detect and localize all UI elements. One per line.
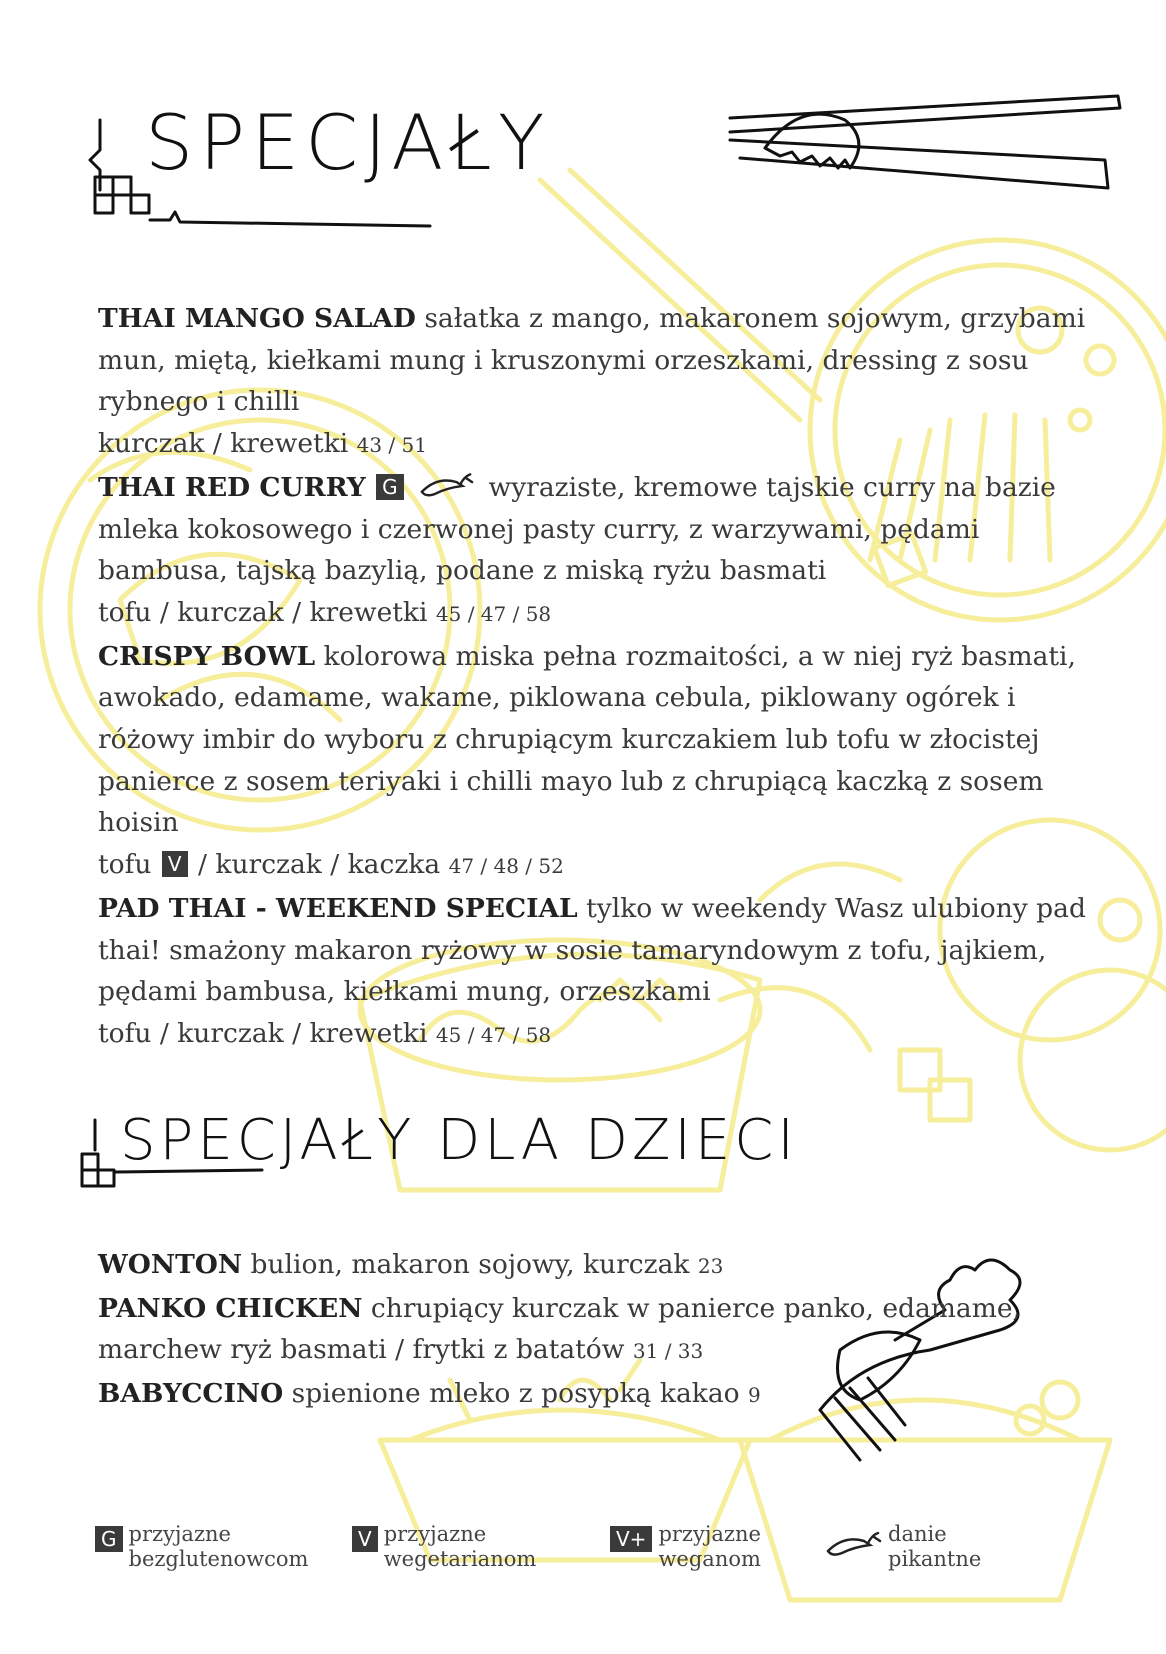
item-price: 43 / 51 [356,433,427,458]
item-price: 45 / 47 / 58 [435,601,552,626]
legend-label: przyjazne [658,1522,761,1546]
menu-item-thai-mango-salad [98,298,1098,467]
item-description: sałatka z mango, makaronem sojowym, grzybami mun, miętą, kiełkami mung i kruszonymi orzeszkami, dressing z sosu rybnego i chilli [98,303,1086,418]
menu-item-panko-chicken [98,1288,1098,1373]
item-options: kurczak / krewetki [98,428,349,460]
item-options: tofu / kurczak / krewetki [98,596,428,628]
item-description: tylko w weekendy Wasz ulubiony pad thai! smażony makaron ryżowy w sosie tamaryndowym z tofu, jajkiem, pędami bambusa, kiełkami mung, orzeszkami [98,892,1086,1008]
item-price: 9 [748,1383,761,1408]
item-description: spienione mleko z posypką kakao [291,1378,740,1410]
legend-label: danie [888,1522,947,1546]
chili-icon [824,1528,884,1560]
legend-label: przyjazne [128,1522,231,1546]
section-title-kids-specials: SPECJAŁY DLA DZIECI [120,1108,798,1173]
vegetarian-badge: V [352,1526,378,1552]
legend-vegan [608,1522,761,1572]
item-options: tofu / kurczak / krewetki [98,1017,428,1049]
item-name: WONTON [98,1249,243,1280]
legend-label: przyjazne [383,1522,487,1546]
menu-item-babyccino [98,1373,1098,1417]
vegan-badge: V+ [610,1526,652,1552]
item-name: THAI RED CURRY [98,471,366,503]
gluten-free-badge: G [95,1526,123,1552]
item-name: PAD THAI - WEEKEND SPECIAL [98,892,578,924]
legend-label: bezglutenowcom [128,1547,309,1571]
legend-vegetarian [350,1522,536,1572]
gluten-free-badge: G [376,474,404,500]
legend-label: wegetarianom [383,1547,537,1571]
menu-item-thai-red-curry [98,467,1098,636]
item-description: wyraziste, kremowe tajskie curry na bazie mleka kokosowego i czerwonej pasty curry, z warzywami, pędami bambusa, tajską bazylią, podane z miską ryżu basmati [98,471,1056,587]
chili-icon [418,470,476,500]
item-options: / kurczak / kaczka [198,849,441,881]
item-description: kolorowa miska pełna rozmaitości, a w niej ryż basmati, awokado, edamame, wakame, piklowana cebula, piklowany ogórek i różowy imbir do wyboru z chrupiącym kurczakiem lub tofu w złocistej panierce z sosem teriyaki i chilli mayo lub z chrupiącą kaczką z sosem hoisin [98,640,1076,839]
item-price: 23 [697,1254,724,1278]
item-name: CRISPY BOWL [98,640,316,672]
specials-menu [98,298,1098,1057]
menu-item-crispy-bowl [98,636,1098,888]
menu-item-pad-thai [98,888,1098,1057]
legend-spicy [820,1522,981,1572]
kids-menu [98,1244,1098,1417]
item-name: PANKO CHICKEN [98,1292,363,1324]
item-price: 47 / 48 / 52 [448,854,564,879]
item-options: tofu [98,849,152,881]
legend-gluten-free [93,1522,308,1572]
item-price: 31 / 33 [632,1339,704,1364]
item-name: BABYCCINO [98,1378,284,1410]
item-description: chrupiący kurczak w panierce panko, edamame, marchew ryż basmati / frytki z batatów [98,1292,1021,1366]
item-price: 45 / 47 / 58 [435,1022,552,1047]
legend-label: pikantne [888,1547,982,1571]
menu-item-wonton [98,1244,1098,1288]
item-description: bulion, makaron sojowy, kurczak [250,1249,690,1280]
vegetarian-badge: V [162,851,188,877]
legend-label: weganom [658,1547,761,1571]
section-title-specials: SPECJAŁY [145,98,551,187]
item-name: THAI MANGO SALAD [98,303,416,334]
